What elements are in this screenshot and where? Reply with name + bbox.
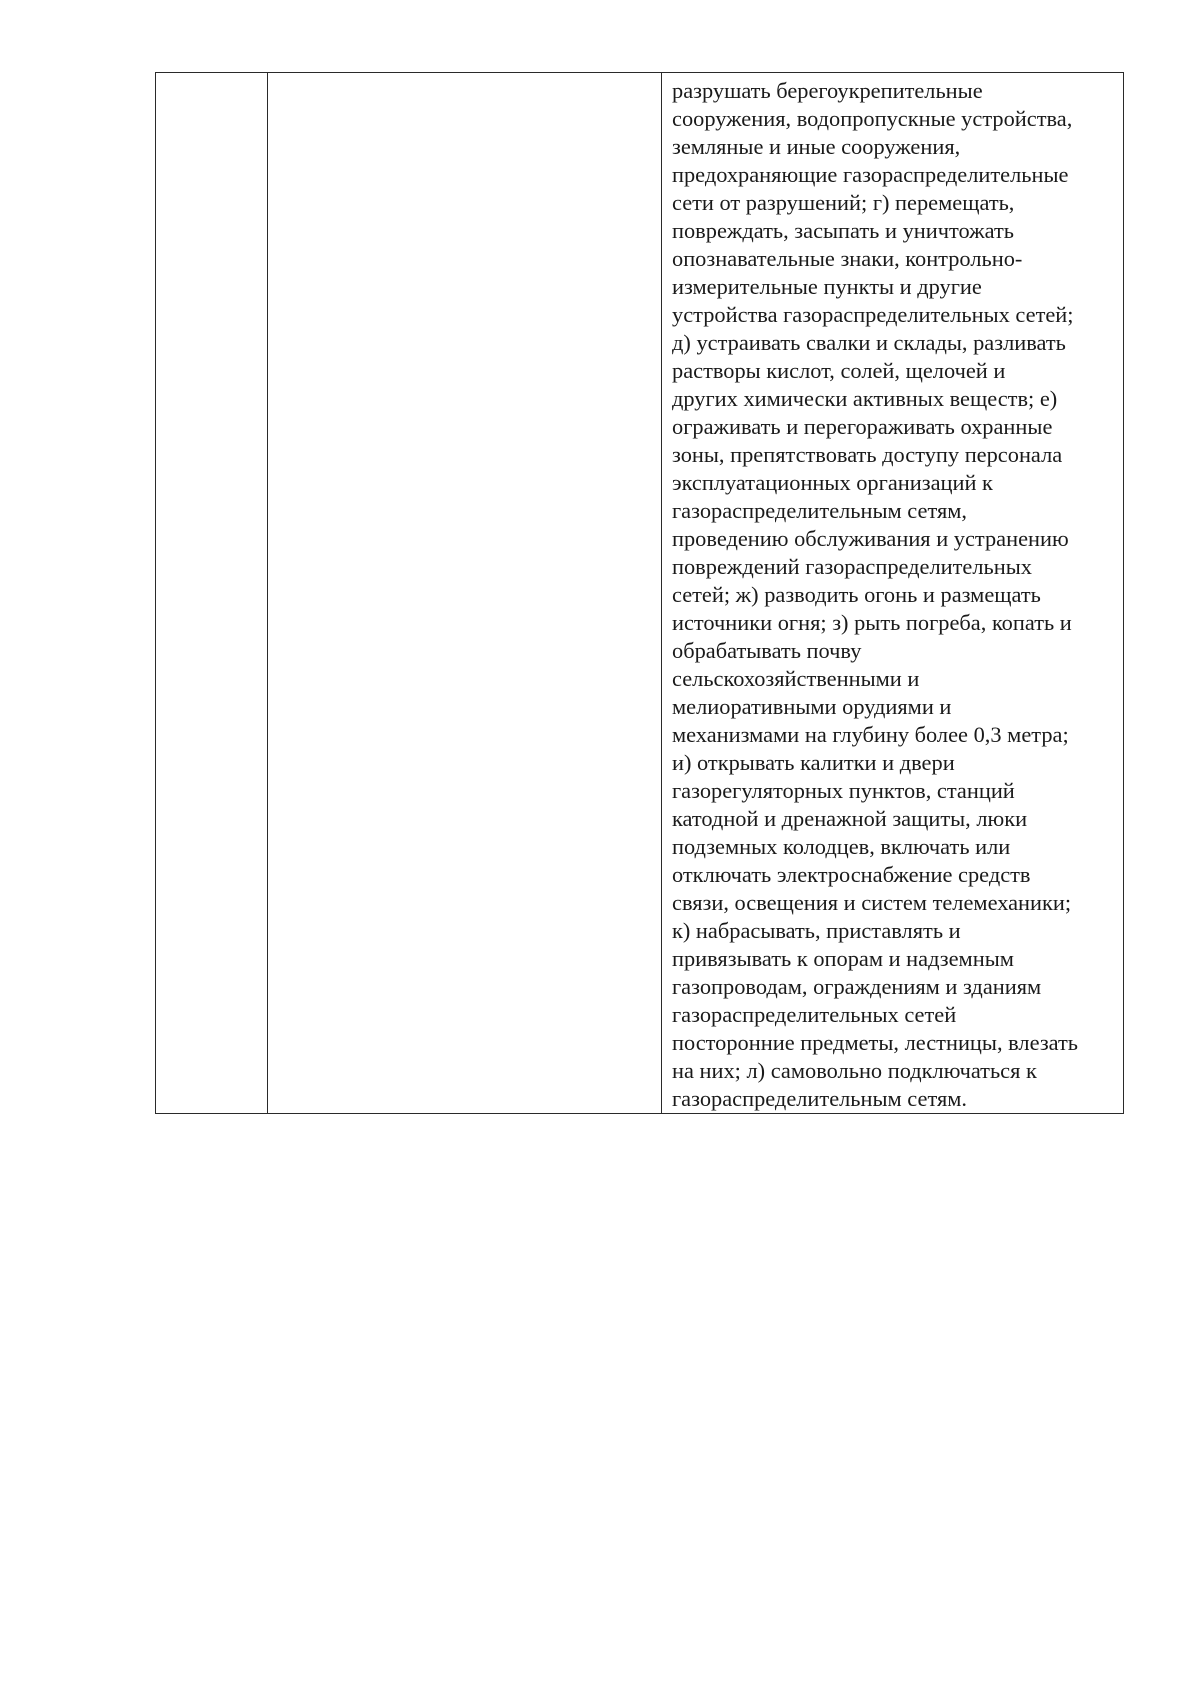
cell-text (268, 73, 661, 77)
table-cell-number (156, 73, 268, 1114)
restrictions-table (155, 72, 1124, 1114)
table-row (156, 73, 1124, 1114)
restrictions-text: разрушать берегоукрепительные сооружения, водопропускные устройства, земляные и иные сооружения, предохраняющие газораспределительные сети от разрушений; г) перемещать, повреждать, засыпать и уничтожать опознавательные знаки, контрольно- измерительные пункты и другие устройства газораспределительных сетей; д) устраивать свалки и склады, разливать растворы кислот, солей, щелочей и других химически активных веществ; е) ограживать и перегораживать охранные зоны, препятствовать доступу персонала эксплуатационных организаций к газораспределительным сетям, проведению обслуживания и устранению повреждений газораспределительных сетей; ж) разводить огонь и размещать источники огня; з) рыть погреба, копать и обрабатывать почву сельскохозяйственными и мелиоративными орудиями и механизмами на глубину более 0,3 метра; и) открывать калитки и двери газорегуляторных пунктов, станций катодной и дренажной защиты, люки подземных колодцев, включать или отключать электроснабжение средств связи, освещения и систем телемеханики; к) набрасывать, приставлять и привязывать к опорам и надземным газопроводам, ограждениям и зданиям газораспределительных сетей посторонние предметы, лестницы, влезать на них; л) самовольно подключаться к газораспределительным сетям. (672, 78, 1079, 1111)
cell-text (156, 73, 267, 77)
table-cell-restrictions (662, 73, 1124, 1114)
table-cell-object (268, 73, 662, 1114)
